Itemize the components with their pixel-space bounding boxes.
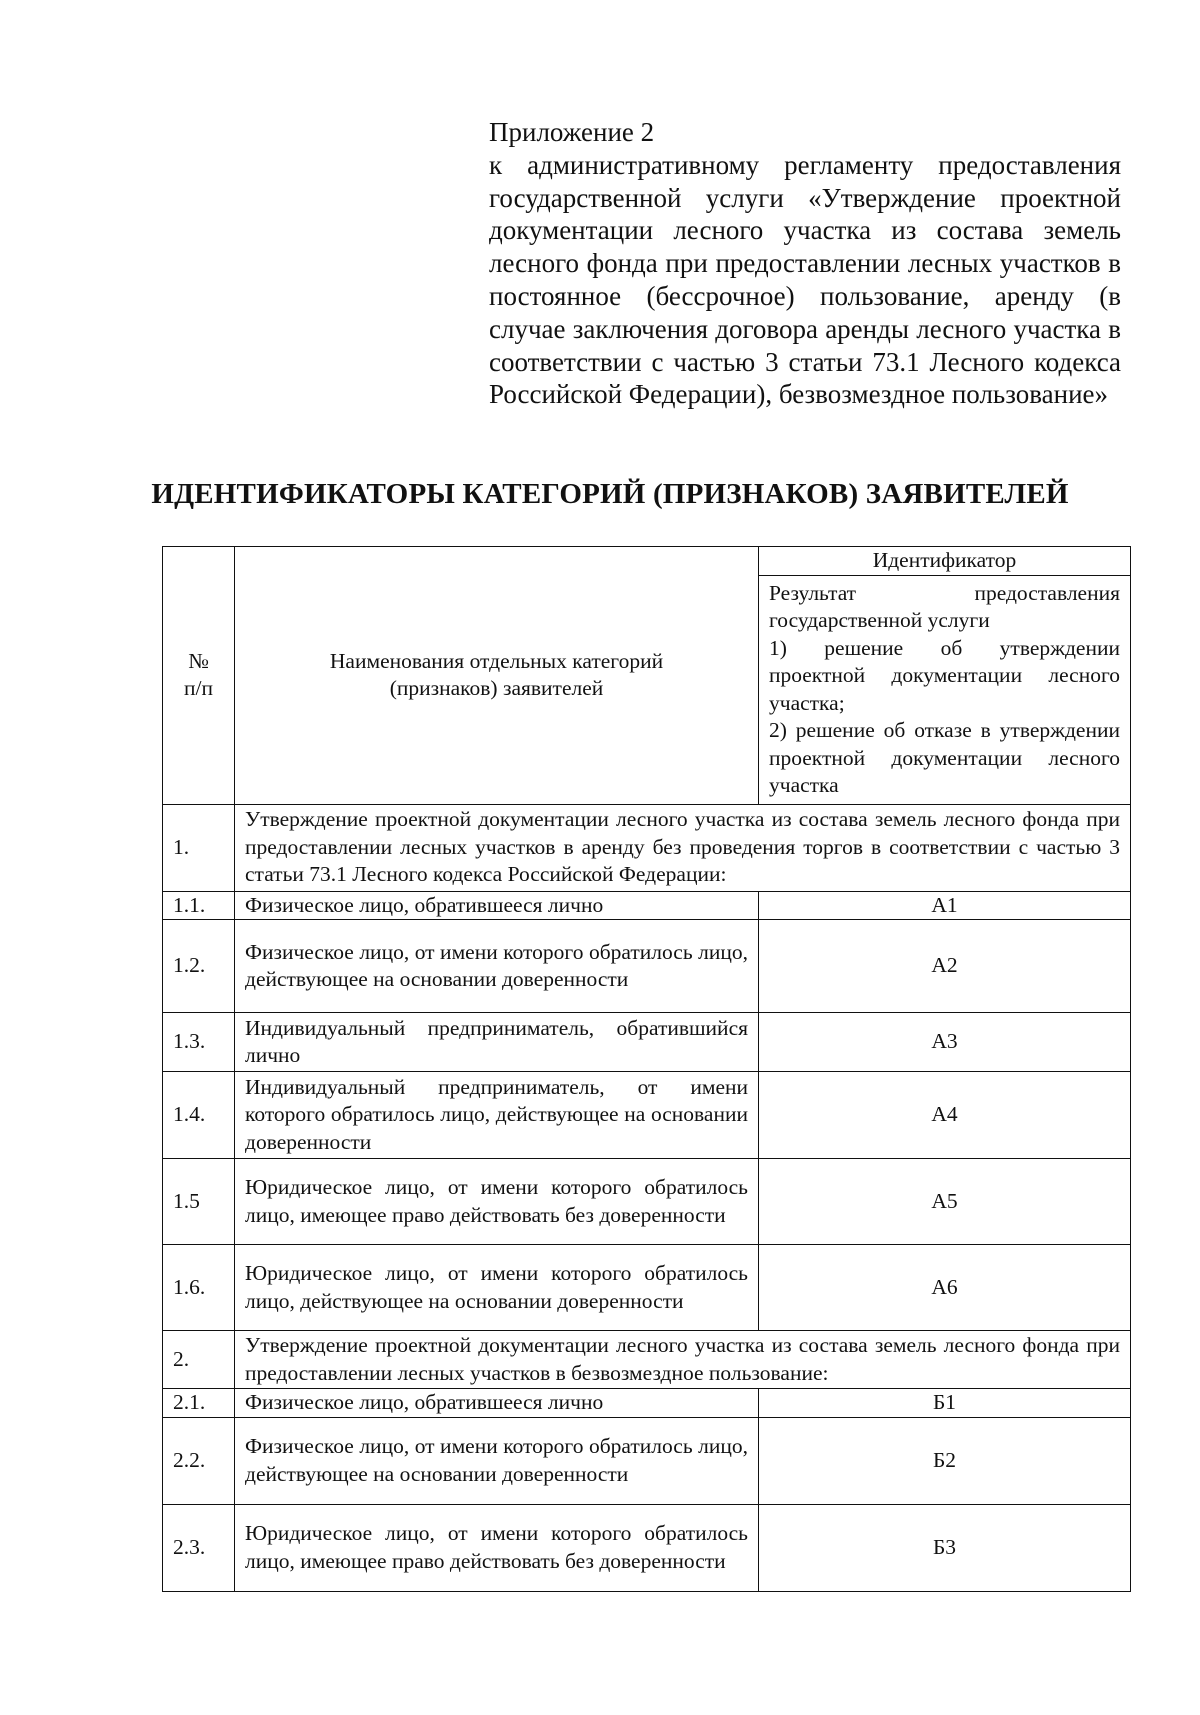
row-identifier: А4 — [759, 1072, 1131, 1159]
header-name-cell: Наименования отдельных категорий (признаков) заявителей — [235, 547, 759, 805]
header-num-sign: № — [188, 648, 209, 673]
table-row — [163, 1245, 1131, 1331]
section-row — [163, 804, 1131, 891]
row-category: Физическое лицо, от имени которого обратилось лицо, действующее на основании доверенности — [235, 920, 759, 1013]
row-identifier: Б3 — [759, 1504, 1131, 1591]
header-num-cell — [163, 547, 235, 805]
row-category: Физическое лицо, обратившееся лично — [235, 891, 759, 920]
row-identifier: А5 — [759, 1159, 1131, 1245]
table-row — [163, 1072, 1131, 1159]
table-row — [163, 920, 1131, 1013]
row-num: 1.4. — [163, 1072, 235, 1159]
row-num: 1.2. — [163, 920, 235, 1013]
header-result-cell — [759, 575, 1131, 804]
table-row — [163, 1159, 1131, 1245]
table-row — [163, 891, 1131, 920]
appendix-block — [489, 116, 1121, 411]
row-identifier: Б1 — [759, 1389, 1131, 1418]
row-category: Юридическое лицо, от имени которого обратилось лицо, имеющее право действовать без доверенности — [235, 1504, 759, 1591]
appendix-title: Приложение 2 — [489, 117, 655, 147]
row-identifier: А2 — [759, 920, 1131, 1013]
section-num: 1. — [163, 804, 235, 891]
table-row — [163, 1013, 1131, 1072]
row-category: Юридическое лицо, от имени которого обратилось лицо, имеющее право действовать без доверенности — [235, 1159, 759, 1245]
section-num: 2. — [163, 1331, 235, 1389]
table-row — [163, 1504, 1131, 1591]
section-title: Утверждение проектной документации лесного участка из состава земель лесного фонда при предоставлении лесных участков в аренду без проведения торгов в соответствии с частью 3 статьи 73.1 Лесного кодекса Российской Федерации: — [235, 804, 1131, 891]
section-row — [163, 1331, 1131, 1389]
row-num: 1.6. — [163, 1245, 235, 1331]
table-row — [163, 1389, 1131, 1418]
table-header-row — [163, 547, 1131, 576]
row-identifier: Б2 — [759, 1417, 1131, 1504]
row-num: 2.2. — [163, 1417, 235, 1504]
header-result-1: 1) решение об утверждении проектной документации лесного участка; — [769, 635, 1120, 715]
header-num-abbr: п/п — [184, 676, 213, 701]
row-num: 1.1. — [163, 891, 235, 920]
header-result-intro: Результат предоставления государственной услуги — [769, 580, 1120, 632]
categories-table — [162, 546, 1131, 1592]
appendix-text: к административному регламенту предоставления государственной услуги «Утверждение проектной документации лесного участка из состава земель лесного фонда при предоставлении лесных участков в постоянное (бессрочное) пользование, аренду (в случае заключения договора аренды лесного участка в соответствии с частью 3 статьи 73.1 Лесного кодекса Российской Федерации), безвозмездное пользование» — [489, 149, 1121, 410]
row-num: 1.3. — [163, 1013, 235, 1072]
row-num: 1.5 — [163, 1159, 235, 1245]
row-num: 2.1. — [163, 1389, 235, 1418]
row-category: Физическое лицо, от имени которого обратилось лицо, действующее на основании доверенности — [235, 1417, 759, 1504]
row-identifier: А1 — [759, 891, 1131, 920]
header-result-2: 2) решение об отказе в утверждении проектной документации лесного участка — [769, 718, 1120, 797]
row-category: Индивидуальный предприниматель, обратившийся лично — [235, 1013, 759, 1072]
row-identifier: А3 — [759, 1013, 1131, 1072]
row-num: 2.3. — [163, 1504, 235, 1591]
row-identifier: А6 — [759, 1245, 1131, 1331]
header-identifier-cell: Идентификатор — [759, 547, 1131, 576]
table-row — [163, 1417, 1131, 1504]
row-category: Физическое лицо, обратившееся лично — [235, 1389, 759, 1418]
document-title: ИДЕНТИФИКАТОРЫ КАТЕГОРИЙ (ПРИЗНАКОВ) ЗАЯВИТЕЛЕЙ — [151, 478, 1069, 510]
row-category: Индивидуальный предприниматель, от имени которого обратилось лицо, действующее на основании доверенности — [235, 1072, 759, 1159]
section-title: Утверждение проектной документации лесного участка из состава земель лесного фонда при предоставлении лесных участков в безвозмездное пользование: — [235, 1331, 1131, 1389]
row-category: Юридическое лицо, от имени которого обратилось лицо, действующее на основании доверенности — [235, 1245, 759, 1331]
